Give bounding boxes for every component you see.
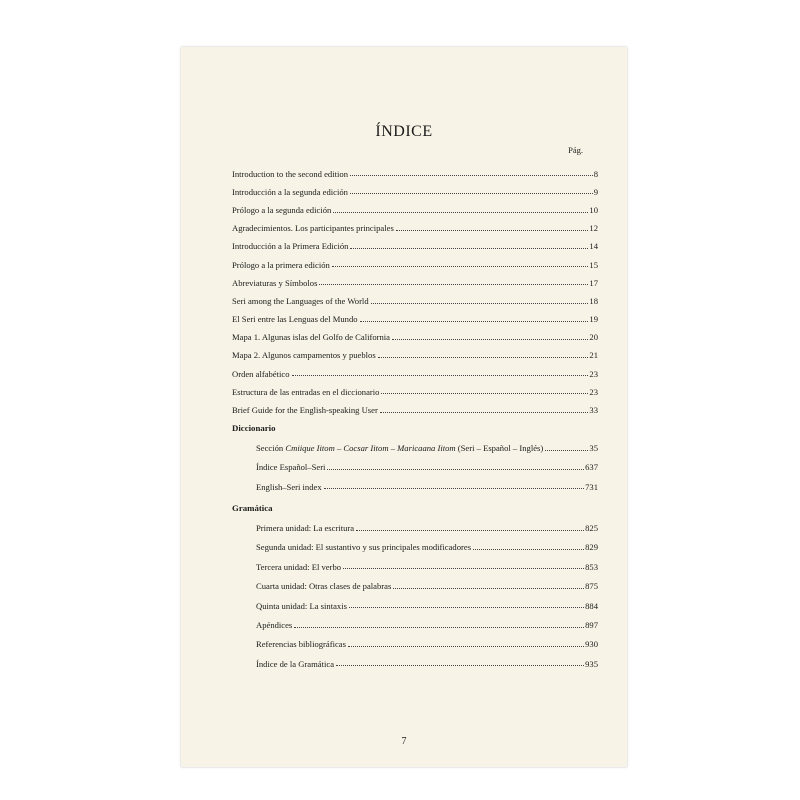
table-of-contents [232, 160, 598, 668]
toc-entry-label: Introduction to the second edition [232, 168, 348, 179]
toc-entry [232, 378, 598, 396]
toc-entry-page: 829 [585, 542, 598, 553]
toc-entry-label: Seri among the Languages of the World [232, 295, 369, 306]
dot-leader [392, 338, 588, 340]
toc-entry-page: 33 [589, 405, 598, 416]
section-heading-diccionario: Diccionario [232, 423, 276, 434]
toc-entry [232, 610, 598, 629]
dot-leader [343, 567, 584, 569]
toc-entry [232, 324, 598, 342]
page-column-label: Pág. [568, 145, 583, 155]
dot-leader [473, 548, 584, 550]
toc-entry [232, 513, 598, 532]
toc-entry-label [256, 444, 543, 453]
toc-entry-label: Mapa 1. Algunas islas del Golfo de California [232, 332, 390, 343]
toc-entry-page: 14 [589, 241, 598, 252]
toc-entry [232, 360, 598, 378]
toc-entry-page: 731 [585, 481, 598, 492]
toc-entry-page: 23 [589, 386, 598, 397]
toc-entry-page: 935 [585, 658, 598, 669]
toc-entry-label: Prólogo a la segunda edición [232, 204, 332, 215]
toc-entry-label: Índice de la Gramática [256, 658, 335, 669]
toc-entry-page: 637 [585, 462, 598, 473]
toc-entry-label: Primera unidad: La escritura [256, 523, 355, 534]
toc-entry [232, 251, 598, 269]
toc-entry-label: Referencias bibliográficas [256, 639, 346, 650]
toc-entry-page: 930 [585, 639, 598, 650]
toc-entry-label: Introducción a la Primera Edición [232, 241, 349, 252]
dot-leader [349, 606, 584, 608]
front-matter-list [232, 160, 598, 415]
dot-leader [380, 411, 589, 413]
toc-entry-page: 21 [589, 350, 598, 361]
toc-entry-page: 19 [589, 314, 598, 325]
toc-entry-page: 35 [589, 442, 598, 453]
page-number: 7 [401, 736, 407, 747]
toc-entry [232, 160, 598, 178]
toc-entry-page: 853 [585, 561, 598, 572]
dot-leader [371, 302, 589, 304]
dot-leader [356, 529, 584, 531]
toc-entry-label: Brief Guide for the English-speaking User [232, 405, 378, 416]
dot-leader [396, 229, 589, 231]
dot-leader [378, 356, 589, 358]
toc-entry-label: Cuarta unidad: Otras clases de palabras [256, 581, 392, 592]
dot-leader [350, 174, 593, 176]
seccion-title-2: Cocsar Iitom [343, 442, 389, 453]
dot-leader [350, 192, 593, 194]
toc-entry [232, 453, 598, 472]
dot-leader [348, 645, 584, 647]
toc-entry-page: 9 [593, 186, 598, 197]
toc-entry-page: 875 [585, 581, 598, 592]
toc-entry-seccion [232, 433, 598, 452]
toc-entry-label: Introducción a la segunda edición [232, 186, 348, 197]
toc-entry [232, 269, 598, 287]
toc-entry [232, 342, 598, 360]
toc-entry-page: 884 [585, 600, 598, 611]
toc-entry-page: 17 [589, 277, 598, 288]
toc-entry-page: 897 [585, 620, 598, 631]
seccion-prefix: Sección [256, 442, 284, 453]
dot-leader [545, 449, 588, 451]
seccion-suffix: (Seri – Español – Inglés) [457, 442, 544, 453]
toc-entry-page: 8 [593, 168, 598, 179]
toc-entry [232, 591, 598, 610]
toc-entry-page: 15 [589, 259, 598, 270]
toc-entry-label: Agradecimientos. Los participantes principales [232, 223, 394, 234]
toc-entry [232, 472, 598, 491]
toc-entry-label: English–Seri index [256, 481, 322, 492]
toc-entry [232, 306, 598, 324]
dot-leader [381, 392, 588, 394]
dot-leader [360, 320, 589, 322]
toc-entry [232, 233, 598, 251]
toc-entry-label: Tercera unidad: El verbo [256, 561, 342, 572]
toc-entry-page: 23 [589, 368, 598, 379]
toc-entry [232, 215, 598, 233]
section-heading-gramatica: Gramática [232, 503, 273, 514]
toc-entry [232, 396, 598, 414]
toc-entry-label: Abreviaturas y Símbolos [232, 277, 318, 288]
toc-entry-label: Quinta unidad: La sintaxis [256, 600, 347, 611]
toc-entry-label: Orden alfabético [232, 368, 290, 379]
toc-entry-page: 12 [589, 223, 598, 234]
toc-entry-label: Prólogo a la primera edición [232, 259, 330, 270]
seccion-title-1: Cmiique Iitom [285, 442, 335, 453]
toc-entry-label: El Seri entre las Lenguas del Mundo [232, 314, 358, 325]
toc-entry-page: 18 [589, 295, 598, 306]
book-page [181, 47, 627, 767]
dot-leader [292, 374, 589, 376]
page-title: ÍNDICE [375, 123, 433, 140]
toc-entry [232, 649, 598, 668]
toc-entry-label: Estructura de las entradas en el diccionario [232, 386, 380, 397]
toc-entry [232, 178, 598, 196]
dot-leader [336, 664, 584, 666]
dot-leader [350, 247, 588, 249]
toc-entry-page: 10 [589, 204, 598, 215]
dot-leader [332, 265, 589, 267]
toc-entry-label: Segunda unidad: El sustantivo y sus principales modificadores [256, 542, 472, 553]
dot-leader [393, 587, 584, 589]
toc-entry [232, 287, 598, 305]
dot-leader [294, 626, 584, 628]
toc-entry-label: Apéndices [256, 620, 293, 631]
toc-entry-page: 825 [585, 523, 598, 534]
toc-entry [232, 533, 598, 552]
toc-entry [232, 630, 598, 649]
toc-entry [232, 196, 598, 214]
seccion-separator-1: – [336, 442, 342, 453]
toc-entry-label: Índice Español–Seri [256, 462, 326, 473]
dot-leader [333, 211, 588, 213]
dot-leader [324, 487, 584, 489]
toc-entry [232, 571, 598, 590]
dot-leader [319, 283, 588, 285]
toc-entry-label: Mapa 2. Algunos campamentos y pueblos [232, 350, 376, 361]
seccion-separator-2: – [390, 442, 395, 453]
dot-leader [327, 468, 584, 470]
diccionario-list [232, 433, 598, 491]
toc-entry [232, 552, 598, 571]
toc-entry-page: 20 [589, 332, 598, 343]
gramatica-list [232, 513, 598, 668]
seccion-title-3: Maricaana Iitom [397, 442, 456, 453]
